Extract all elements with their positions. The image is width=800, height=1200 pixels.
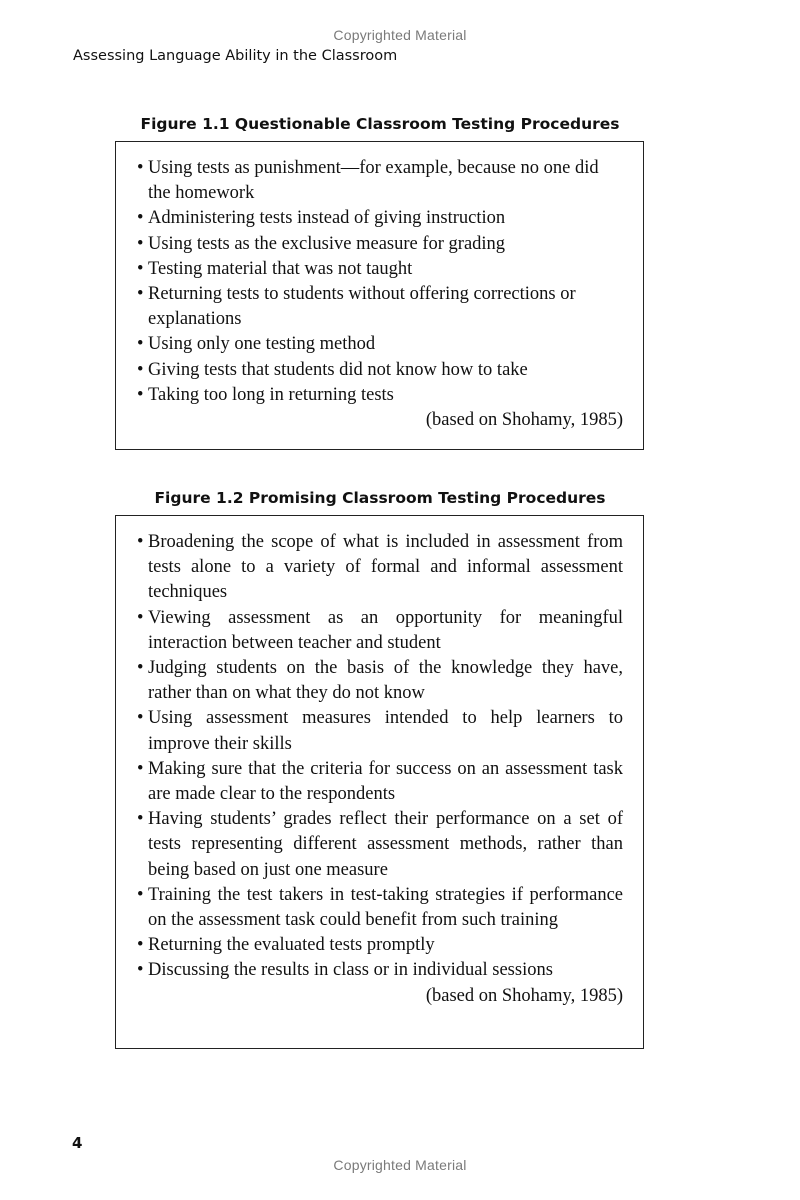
list-item <box>137 807 623 883</box>
list-item-text: Administering tests instead of giving instruction <box>148 208 506 229</box>
figure-1-1-list <box>137 156 623 408</box>
list-item <box>137 530 623 606</box>
list-item <box>137 206 623 231</box>
copyright-watermark-bottom: Copyrighted Material <box>333 1157 467 1173</box>
list-item-text: Discussing the results in class or in individual sessions <box>148 960 553 981</box>
list-item <box>137 706 623 756</box>
list-item-text: Giving tests that students did not know how to take <box>148 359 528 380</box>
figure-1-1-title: Figure 1.1 Questionable Classroom Testing Procedures <box>140 115 620 133</box>
bullet-icon: • <box>137 334 144 355</box>
running-head: Assessing Language Ability in the Classroom <box>73 48 398 64</box>
bullet-icon: • <box>137 384 144 405</box>
bullet-icon: • <box>137 532 144 552</box>
list-item-text: Having students’ grades reflect their performance on a set of tests representing different assessment methods, rather than being based on just one measure <box>148 809 623 880</box>
list-item-text: Viewing assessment as an opportunity for meaningful interaction between teacher and student <box>148 607 623 653</box>
list-item-text: Returning the evaluated tests promptly <box>148 935 435 956</box>
figure-1-1-citation: (based on Shohamy, 1985) <box>425 410 623 431</box>
list-item <box>137 883 623 933</box>
bullet-icon: • <box>137 607 144 628</box>
bullet-icon: • <box>137 359 144 380</box>
list-item-text: Training the test takers in test-taking strategies if performance on the assessment task could benefit from such training <box>148 884 623 931</box>
figure-1-2-title: Figure 1.2 Promising Classroom Testing Procedures <box>154 489 606 507</box>
list-item-text: Using only one testing method <box>148 334 376 355</box>
list-item <box>137 656 623 706</box>
bullet-icon: • <box>137 809 144 830</box>
figure-1-2-list <box>137 530 623 984</box>
list-item <box>137 156 623 206</box>
figure-1-1-box <box>115 141 644 450</box>
list-item-text: Returning tests to students without offering corrections or explanations <box>148 284 576 330</box>
list-item <box>137 332 623 357</box>
bullet-icon: • <box>137 233 144 254</box>
list-item-text: Using assessment measures intended to help learners to improve their skills <box>148 708 623 754</box>
page-number: 4 <box>72 1134 83 1152</box>
list-item-text: Broadening the scope of what is included in assessment from tests alone to a variety of formal and informal assessment techniques <box>148 532 623 603</box>
list-item-text: Taking too long in returning tests <box>148 384 394 405</box>
list-item-text: Judging students on the basis of the knowledge they have, rather than on what they do not know <box>148 658 623 704</box>
figure-1-2-citation: (based on Shohamy, 1985) <box>425 985 623 1006</box>
copyright-watermark-top: Copyrighted Material <box>333 27 467 43</box>
list-item-text: Using tests as the exclusive measure for grading <box>148 233 506 254</box>
list-item-text: Testing material that was not taught <box>148 258 413 279</box>
list-item <box>137 257 623 282</box>
bullet-icon: • <box>137 284 144 305</box>
list-item-text: Using tests as punishment—for example, because no one did the homework <box>148 158 599 204</box>
list-item <box>137 757 623 807</box>
bullet-icon: • <box>137 258 144 279</box>
list-item <box>137 606 623 656</box>
list-item-text: Making sure that the criteria for success on an assessment task are made clear to the respondents <box>148 758 623 805</box>
bullet-icon: • <box>137 208 144 229</box>
bullet-icon: • <box>137 960 144 981</box>
list-item <box>137 282 623 332</box>
list-item <box>137 358 623 383</box>
bullet-icon: • <box>137 708 144 729</box>
bullet-icon: • <box>137 658 144 679</box>
bullet-icon: • <box>137 884 144 905</box>
figure-1-2-box <box>115 515 644 1049</box>
list-item <box>137 958 623 983</box>
list-item <box>137 933 623 958</box>
list-item <box>137 232 623 257</box>
bullet-icon: • <box>137 158 144 178</box>
list-item <box>137 383 623 408</box>
bullet-icon: • <box>137 935 144 956</box>
bullet-icon: • <box>137 758 144 779</box>
